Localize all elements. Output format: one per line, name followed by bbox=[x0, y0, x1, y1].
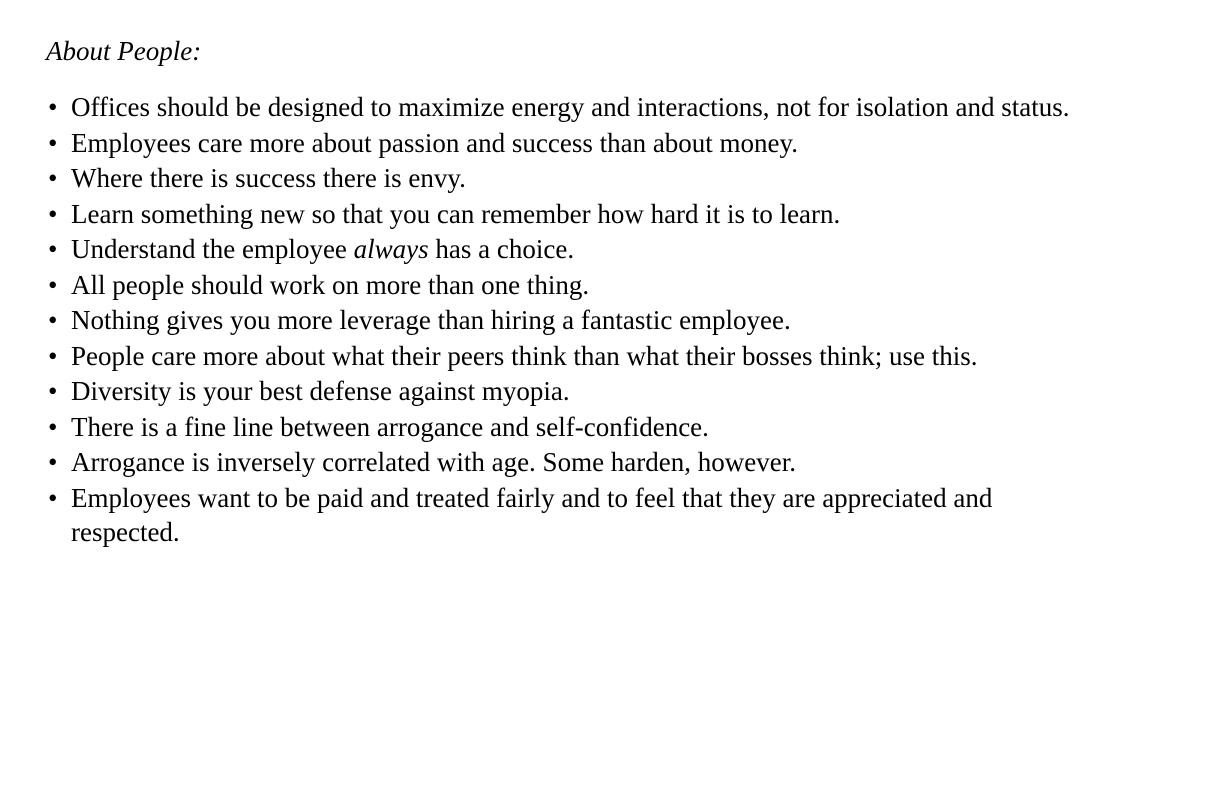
list-item-text: Diversity is your best defense against myopia. bbox=[71, 376, 570, 406]
list-item bbox=[46, 410, 1071, 444]
list-item bbox=[46, 374, 1071, 408]
list-item-text: Learn something new so that you can remember how hard it is to learn. bbox=[71, 198, 841, 229]
list-item bbox=[46, 268, 1071, 302]
section-heading: About People: bbox=[46, 36, 202, 66]
bullet-icon: • bbox=[48, 92, 58, 122]
list-item-text-before: Understand the employee bbox=[71, 234, 354, 264]
list-item-text-after: has a choice. bbox=[428, 234, 575, 264]
list-item bbox=[46, 303, 1071, 337]
list-item bbox=[46, 90, 1071, 124]
list-item bbox=[46, 339, 1071, 373]
bullet-icon: • bbox=[48, 234, 58, 264]
list-item bbox=[46, 197, 1071, 231]
list-item-text: Where there is success there is envy. bbox=[71, 163, 466, 193]
bullet-icon: • bbox=[48, 411, 58, 442]
list-item-text: Offices should be designed to maximize energy and interactions, not for isolation and status. bbox=[71, 92, 1070, 122]
list-item bbox=[46, 481, 1071, 549]
bullet-icon: • bbox=[48, 376, 58, 406]
list-item bbox=[46, 161, 1071, 195]
list-item-text: All people should work on more than one thing. bbox=[71, 269, 590, 300]
list-item-text: People care more about what their peers think than what their bosses think; use this. bbox=[71, 340, 978, 371]
bullet-icon: • bbox=[48, 447, 58, 477]
bullet-icon: • bbox=[48, 482, 58, 513]
list-item-text: Employees want to be paid and treated fairly and to feel that they are appreciated and respected. bbox=[71, 482, 993, 547]
list-item-text: Nothing gives you more leverage than hiring a fantastic employee. bbox=[71, 305, 791, 335]
list-item-emphasis: always bbox=[353, 234, 429, 264]
bullet-icon: • bbox=[48, 163, 58, 193]
bullet-icon: • bbox=[48, 198, 58, 229]
list-item bbox=[46, 126, 1071, 160]
list-item bbox=[46, 232, 1071, 266]
document-page bbox=[46, 34, 1166, 550]
bullet-icon: • bbox=[48, 340, 58, 371]
bullet-icon: • bbox=[48, 269, 58, 300]
principles-list bbox=[46, 90, 1166, 549]
bullet-icon: • bbox=[48, 127, 58, 158]
list-item bbox=[46, 445, 1071, 479]
bullet-icon: • bbox=[48, 305, 58, 335]
list-item-text: There is a fine line between arrogance and self-confidence. bbox=[71, 411, 709, 442]
list-item-text: Arrogance is inversely correlated with age. Some harden, however. bbox=[71, 447, 796, 477]
list-item-text: Employees care more about passion and success than about money. bbox=[71, 127, 799, 158]
